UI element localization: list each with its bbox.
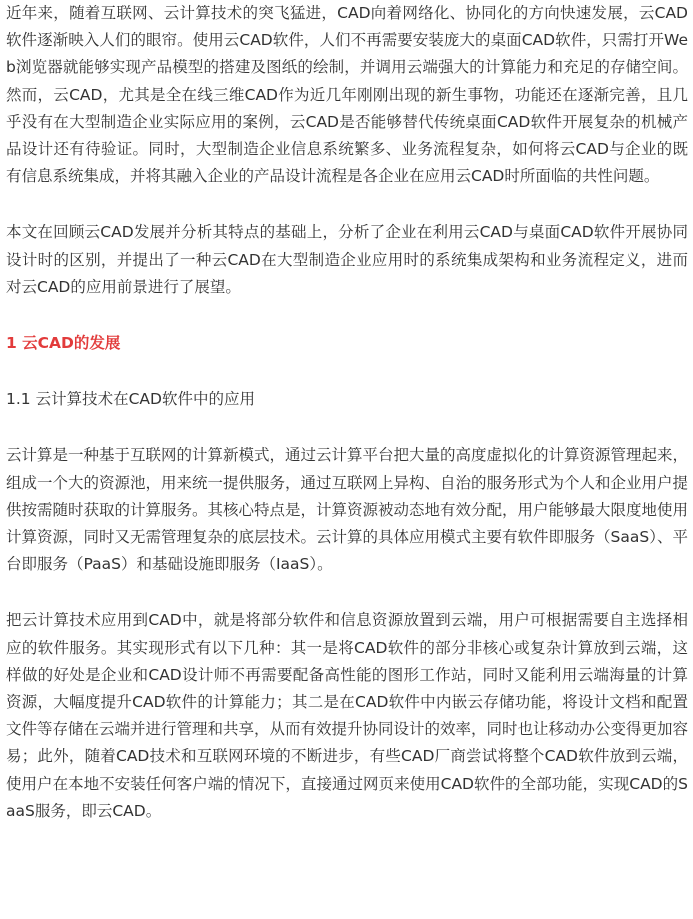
- section-paragraph-1: 云计算是一种基于互联网的计算新模式，通过云计算平台把大量的高度虚拟化的计算资源管理起来，组成一个大的资源池，用来统一提供服务，通过互联网上异构、自治的服务形式为个人和企业用户提供按需随时获取的计算服务。其核心特点是，计算资源被动态地有效分配，用户能够最大限度地使用计算资源，同时又无需管理复杂的底层技术。云计算的具体应用模式主要有软件即服务（SaaS）、平台即服务（PaaS）和基础设施即服务（IaaS）。: [6, 446, 689, 574]
- subsection-heading: 1.1 云计算技术在CAD软件中的应用: [6, 390, 255, 409]
- intro-paragraph-2: 本文在回顾云CAD发展并分析其特点的基础上，分析了企业在利用云CAD与桌面CAD软件开展协同设计时的区别，并提出了一种云CAD在大型制造企业应用时的系统集成架构和业务流程定义，进而对云CAD的应用前景进行了展望。: [6, 223, 688, 296]
- section-heading: 1 云CAD的发展: [6, 334, 121, 353]
- section-paragraph-2: 把云计算技术应用到CAD中，就是将部分软件和信息资源放置到云端，用户可根据需要自主选择相应的软件服务。其实现形式有以下几种：其一是将CAD软件的部分非核心或复杂计算放到云端，这样做的好处是企业和CAD设计师不再需要配备高性能的图形工作站，同时又能利用云端海量的计算资源，大幅度提升CAD软件的计算能力；其二是在CAD软件中内嵌云存储功能，将设计文档和配置文件等存储在云端并进行管理和共享，从而有效提升协同设计的效率，同时也让移动办公变得更加容易；此外，随着CAD技术和互联网环境的不断进步，有些CAD厂商尝试将整个CAD软件放到云端，使用户在本地不安装任何客户端的情况下，直接通过网页来使用CAD软件的全部功能，实现CAD的SaaS服务，即云CAD。: [6, 611, 689, 820]
- intro-paragraph-1: 近年来，随着互联网、云计算技术的突飞猛进，CAD向着网络化、协同化的方向快速发展，云CAD软件逐渐映入人们的眼帘。使用云CAD软件，人们不再需要安装庞大的桌面CAD软件，只需打开Web浏览器就能够实现产品模型的搭建及图纸的绘制，并调用云端强大的计算能力和充足的存储空间。然而，云CAD，尤其是全在线三维CAD作为近几年刚刚出现的新生事物，功能还在逐渐完善，且几乎没有在大型制造企业实际应用的案例，云CAD是否能够替代传统桌面CAD软件开展复杂的机械产品设计还有待验证。同时，大型制造企业信息系统繁多、业务流程复杂，如何将云CAD与企业的既有信息系统集成，并将其融入企业的产品设计流程是各企业在应用云CAD时所面临的共性问题。: [6, 4, 688, 186]
